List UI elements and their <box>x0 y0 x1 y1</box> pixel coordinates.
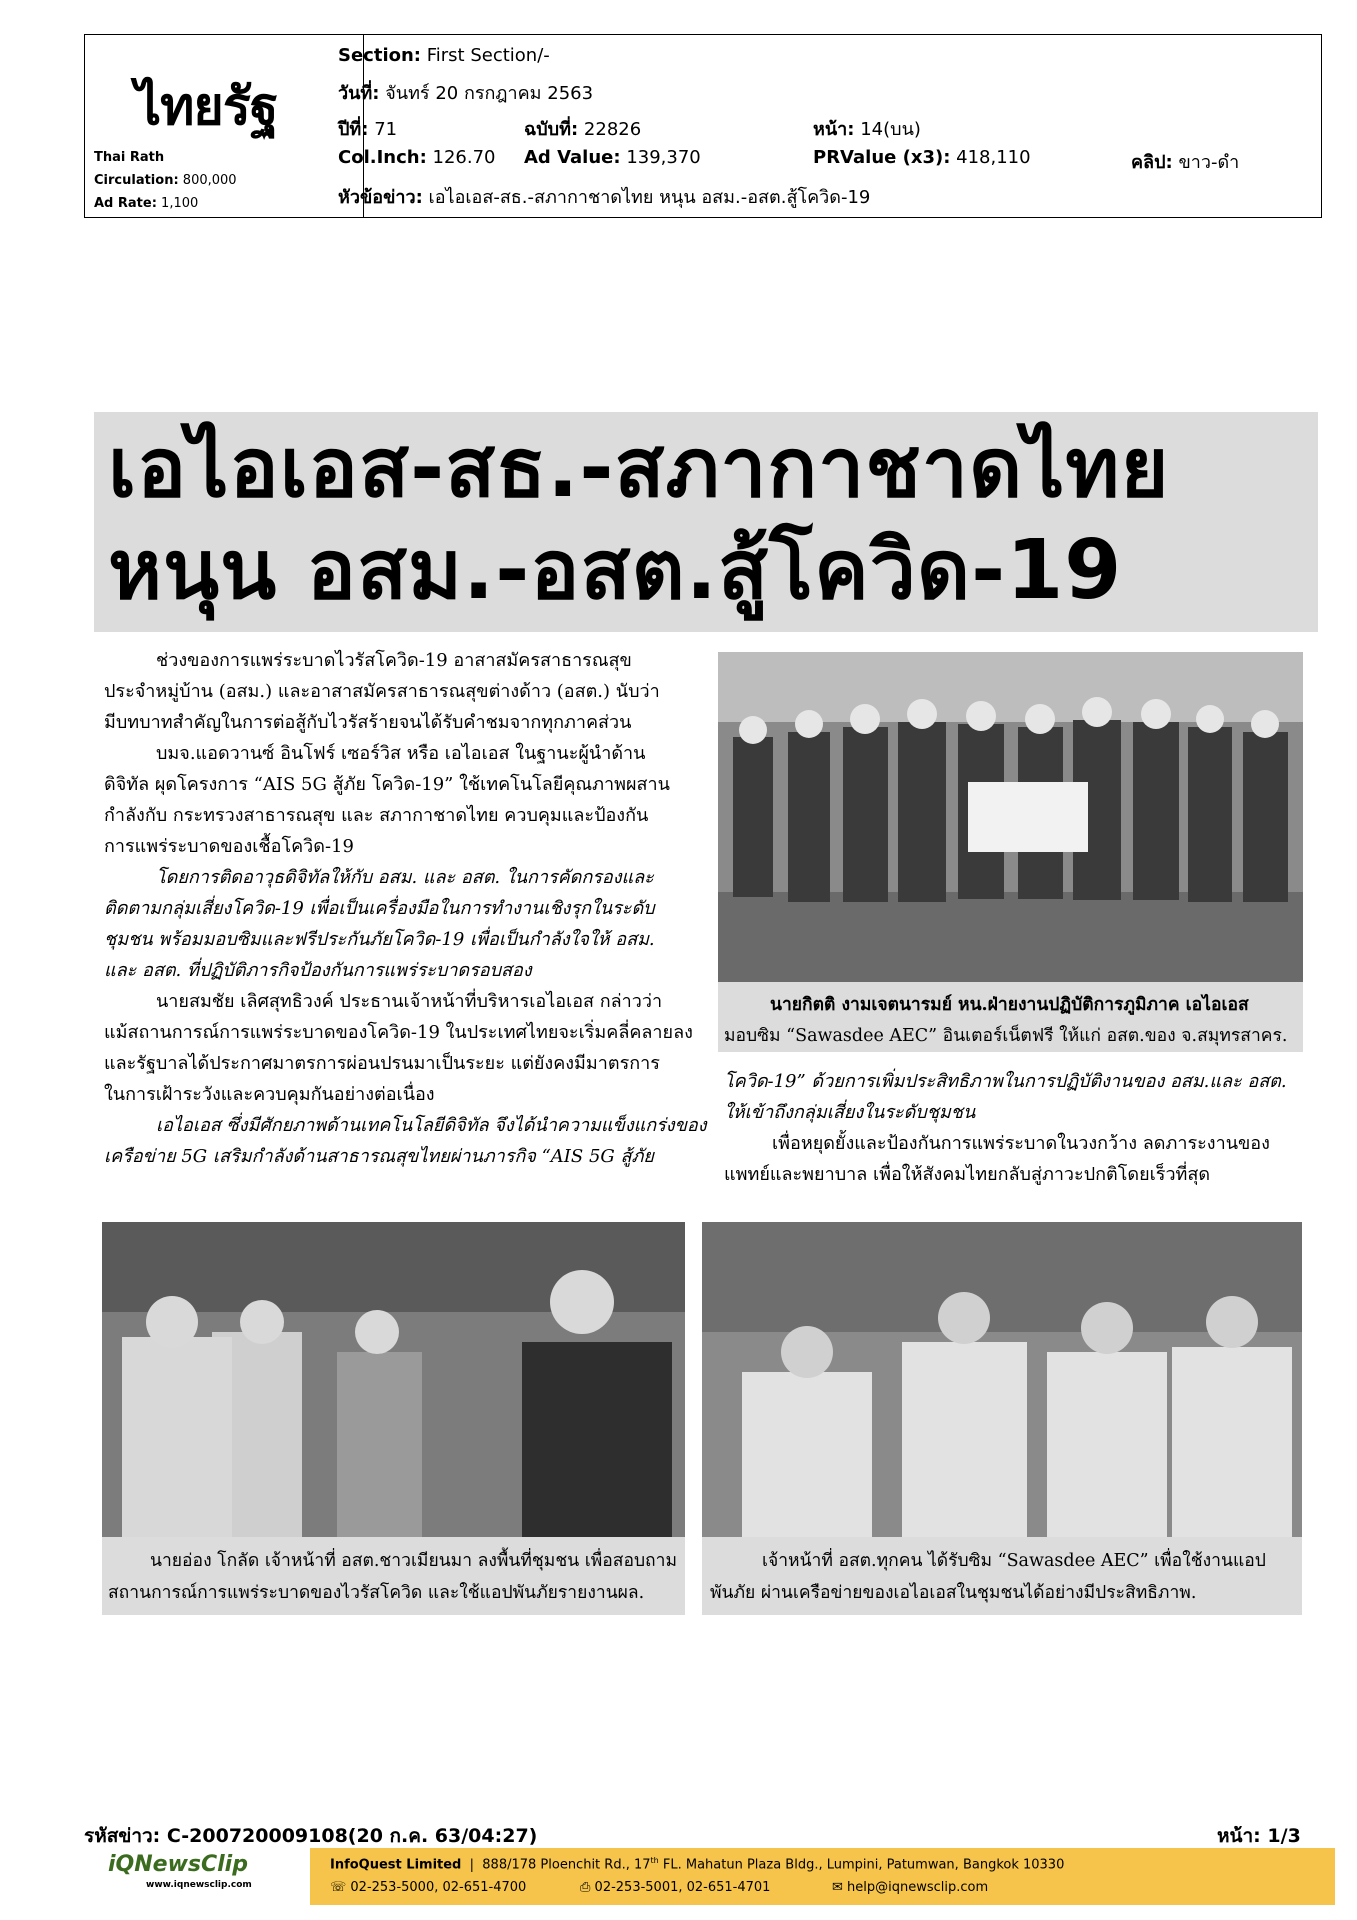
headline-field: หัวข้อข่าว: เอไอเอส-สธ.-สภากาชาดไทย หนุน อสม.-อสต.สู้โควิด-19 <box>338 187 871 208</box>
article-headline-line2: หนุน อสม.-อสต.สู้โควิด-19 <box>108 523 1123 618</box>
paragraph-line: เอไอเอส ซึ่งมีศักยภาพด้านเทคโนโลยีดิจิทัล จึงได้นำความแข็งแกร่งของ <box>156 1115 707 1136</box>
iqnewsclip-logo: iQNewsClip <box>108 1852 248 1877</box>
paragraph-line: โควิด-19” ด้วยการเพิ่มประสิทธิภาพในการปฏิบัติงานของ อสม.และ อสต. <box>724 1071 1287 1092</box>
footer-fax: ⎙ 02-253-5001, 02-651-4701 <box>580 1880 771 1895</box>
year-field: ปีที่: 71 <box>338 119 398 140</box>
colinch-field: Col.Inch: 126.70 <box>338 147 496 168</box>
date-field: วันที่: จันทร์ 20 กรกฎาคม 2563 <box>338 83 594 104</box>
paragraph-line: ช่วงของการแพร่ระบาดไวรัสโควิด-19 อาสาสมัครสาธารณสุข <box>156 650 632 671</box>
paragraph-line: มีบทบาทสำคัญในการต่อสู้กับไวรัสร้ายจนได้รับคำชมจากทุกภาคส่วน <box>104 712 632 733</box>
caption1-line2: มอบซิม “Sawasdee AEC” อินเตอร์เน็ตฟรี ให้แก่ อสต.ของ จ.สมุทรสาคร. <box>724 1026 1288 1046</box>
news-code: รหัสข่าว: C-200720009108(20 ก.ค. 63/04:27) <box>84 1825 538 1847</box>
caption2-line2: สถานการณ์การแพร่ระบาดของไวรัสโควิด และใช้แอปพันภัยรายงานผล. <box>108 1583 645 1603</box>
caption3-line2: พันภัย ผ่านเครือข่ายของเอไอเอสในชุมชนได้อย่างมีประสิทธิภาพ. <box>710 1583 1197 1603</box>
paragraph-line: แม้สถานการณ์การแพร่ระบาดของโควิด-19 ในประเทศไทยจะเริ่มคลี่คลายลง <box>104 1022 693 1043</box>
paragraph-line: โดยการติดอาวุธดิจิทัลให้กับ อสม. และ อสต. ในการคัดกรองและ <box>156 867 654 888</box>
advalue-field: Ad Value: 139,370 <box>524 147 701 168</box>
publication-name: Thai Rath <box>94 150 165 165</box>
circulation: Circulation: 800,000 <box>94 173 237 188</box>
photo-volunteers-group <box>702 1222 1302 1537</box>
article-right-column <box>724 1066 1304 1190</box>
caption1-line1: นายกิตติ งามเจตนารมย์ หน.ฝ่ายงานปฏิบัติการภูมิภาค เอไอเอส <box>770 995 1249 1015</box>
page-number: หน้า: 1/3 <box>1217 1825 1301 1847</box>
paragraph-line: ชุมชน พร้อมมอบซิมและฟรีประกันภัยโควิด-19 เพื่อเป็นกำลังใจให้ อสม. <box>104 929 655 950</box>
paragraph-line: การแพร่ระบาดของเชื้อโควิด-19 <box>104 836 354 857</box>
paragraph-line: แพทย์และพยาบาล เพื่อให้สังคมไทยกลับสู่ภาวะปกติโดยเร็วที่สุด <box>724 1164 1211 1185</box>
paragraph-line: กำลังกับ กระทรวงสาธารณสุข และ สภากาชาดไทย ควบคุมและป้องกัน <box>104 805 649 826</box>
newspaper-logo: ไทยรัฐ <box>135 76 278 137</box>
paragraph-line: นายสมชัย เลิศสุทธิวงค์ ประธานเจ้าหน้าที่บริหารเอไอเอส กล่าวว่า <box>156 991 663 1012</box>
paragraph-line: ประจำหมู่บ้าน (อสม.) และอาสาสมัครสาธารณสุขต่างด้าว (อสต.) นับว่า <box>104 681 660 702</box>
paragraph-line: ให้เข้าถึงกลุ่มเสี่ยงในระดับชุมชน <box>724 1102 976 1123</box>
paragraph-line: ดิจิทัล ผุดโครงการ “AIS 5G สู้ภัย โควิด-19” ใช้เทคโนโลยีคุณภาพผสาน <box>104 774 670 795</box>
clip-field: คลิป: ขาว-ดำ <box>1131 152 1240 173</box>
iqnewsclip-url: www.iqnewsclip.com <box>146 1880 252 1890</box>
caption2-line1: นายอ่อง โกลัด เจ้าหน้าที่ อสต.ชาวเมียนมา ลงพื้นที่ชุมชน เพื่อสอบถาม <box>150 1551 678 1571</box>
caption3-line1: เจ้าหน้าที่ อสต.ทุกคน ได้รับซิม “Sawasdee AEC” เพื่อใช้งานแอป <box>762 1551 1266 1571</box>
paragraph-line: ติดตามกลุ่มเสี่ยงโควิด-19 เพื่อเป็นเครื่องมือในการทำงานเชิงรุกในระดับ <box>104 898 655 919</box>
prvalue-field: PRValue (x3): 418,110 <box>813 147 1031 168</box>
footer-address: InfoQuest Limited | 888/178 Ploenchit Rd., 17th FL. Mahatun Plaza Bldg., Lumpini, Patumwan, Bangkok 10330 <box>330 1856 1065 1873</box>
article-left-column <box>104 645 707 1172</box>
page-field: หน้า: 14(บน) <box>813 119 921 140</box>
paragraph-line: ในการเฝ้าระวังและควบคุมกันอย่างต่อเนื่อง <box>104 1084 435 1105</box>
phone-icon: ☏ <box>330 1880 347 1895</box>
footer-email: ✉ help@iqnewsclip.com <box>832 1880 989 1895</box>
paragraph-line: และรัฐบาลได้ประกาศมาตรการผ่อนปรนมาเป็นระยะ แต่ยังคงมีมาตรการ <box>104 1053 660 1074</box>
ad-rate: Ad Rate: 1,100 <box>94 196 199 211</box>
photo-illustration <box>702 1222 1302 1537</box>
fax-icon: ⎙ <box>580 1880 591 1895</box>
photo-sim-handover-ceremony <box>718 652 1303 982</box>
paragraph-line: และ อสต. ที่ปฏิบัติภารกิจป้องกันการแพร่ระบาดรอบสอง <box>104 960 532 981</box>
photo-volunteer-community-visit <box>102 1222 685 1537</box>
issue-field: ฉบับที่: 22826 <box>524 119 642 140</box>
article-headline-line1: เอไอเอส-สธ.-สภากาชาดไทย <box>108 421 1170 516</box>
paragraph-line: เพื่อหยุดยั้งและป้องกันการแพร่ระบาดในวงกว้าง ลดภาระงานของ <box>772 1133 1270 1154</box>
photo-illustration <box>102 1222 685 1537</box>
paragraph-line: เครือข่าย 5G เสริมกำลังด้านสาธารณสุขไทยผ่านภารกิจ “AIS 5G สู้ภัย <box>104 1146 654 1167</box>
email-icon: ✉ <box>832 1880 843 1895</box>
footer-phone: ☏ 02-253-5000, 02-651-4700 <box>330 1880 527 1895</box>
paragraph-line: บมจ.แอดวานซ์ อินโฟร์ เซอร์วิส หรือ เอไอเอส ในฐานะผู้นำด้าน <box>156 743 646 764</box>
photo-illustration <box>718 652 1303 982</box>
section-field: Section: First Section/- <box>338 45 550 66</box>
